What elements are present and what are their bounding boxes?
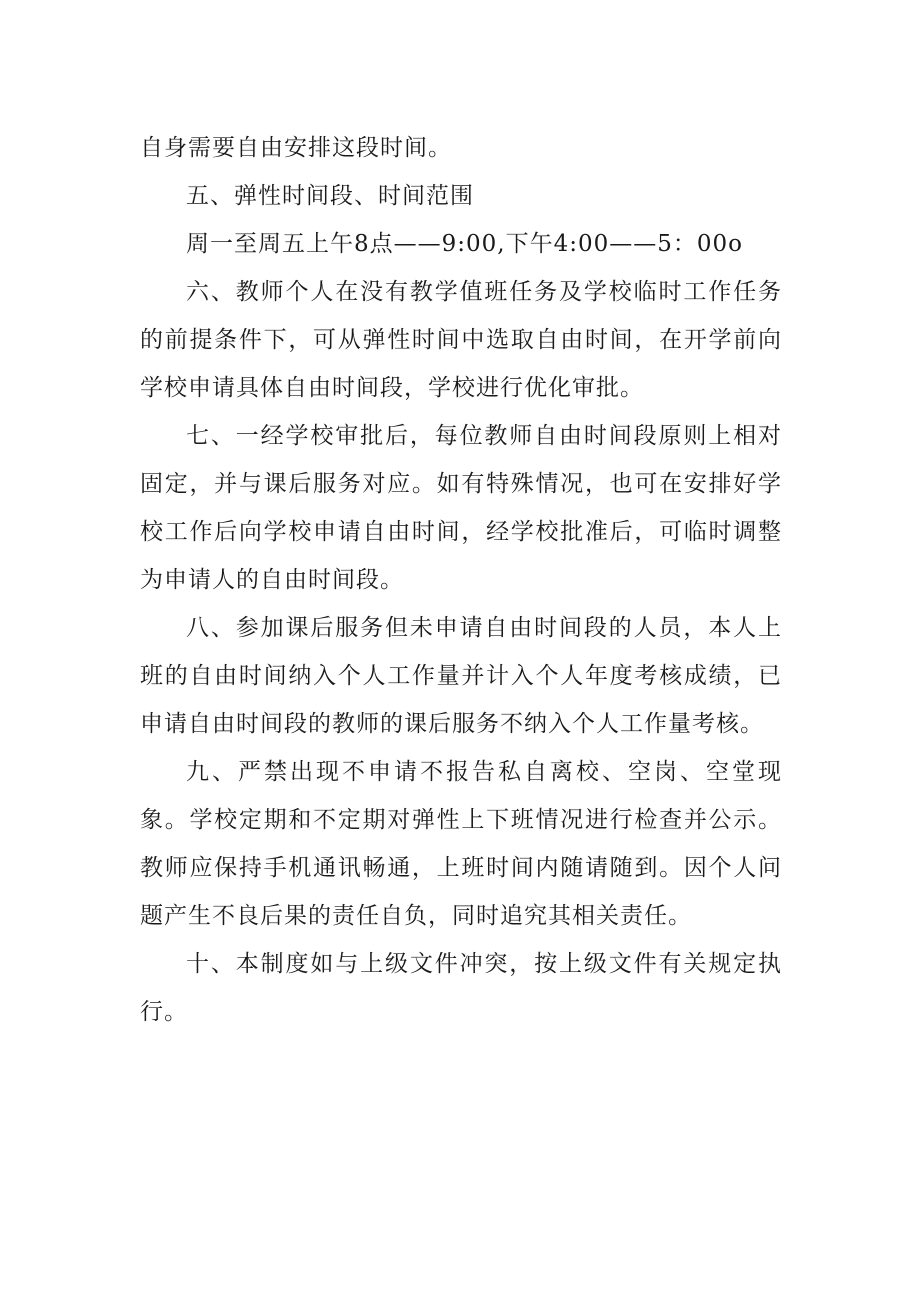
- paragraph-section-5-heading: 五、弹性时间段、时间范围: [186, 183, 474, 209]
- paragraph-section-6: 六、教师个人在没有教学值班任务及学校临时工作任务的前提条件下，可从弹性时间中选取自由时间，在开学前向学校申请具体自由时间段，学校进行优化审批。: [140, 279, 782, 401]
- paragraph-continuation: 自身需要自由安排这段时间。: [140, 135, 452, 161]
- paragraph-section-9: 九、严禁出现不申请不报告私自离校、空岗、空堂现象。学校定期和不定期对弹性上下班情况进行检查并公示。教师应保持手机通讯畅通，上班时间内随请随到。因个人问题产生不良后果的责任自负，同时追究其相关责任。: [140, 759, 782, 929]
- document-body: [140, 124, 782, 1036]
- paragraph-section-10: 十、本制度如与上级文件冲突，按上级文件有关规定执行。: [140, 951, 782, 1025]
- paragraph-section-8: 八、参加课后服务但未申请自由时间段的人员，本人上班的自由时间纳入个人工作量并计入个人年度考核成绩，已申请自由时间段的教师的课后服务不纳入个人工作量考核。: [140, 615, 782, 737]
- paragraph-time-range: 周一至周五上午8点——9:00,下午4:00——5：00o: [186, 231, 743, 257]
- paragraph-section-7: 七、一经学校审批后，每位教师自由时间段原则上相对固定，并与课后服务对应。如有特殊情况，也可在安排好学校工作后向学校申请自由时间，经学校批准后，可临时调整为申请人的自由时间段。: [140, 423, 782, 593]
